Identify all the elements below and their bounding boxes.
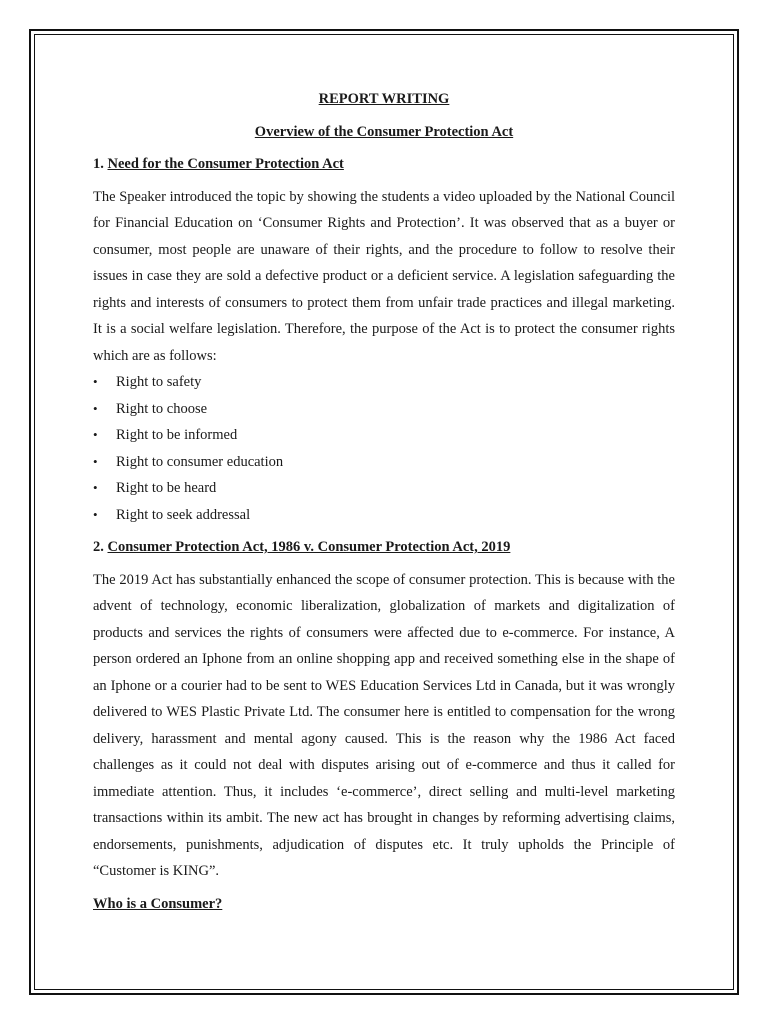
consumer-rights-list bbox=[93, 369, 675, 528]
list-item-text: Right to consumer education bbox=[116, 453, 284, 470]
list-item-text: Right to be heard bbox=[116, 480, 217, 496]
section-2-title: Consumer Protection Act, 1986 v. Consumer Protection Act, 2019 bbox=[107, 539, 511, 555]
section-2-heading bbox=[93, 534, 675, 561]
list-item bbox=[93, 369, 675, 396]
list-item bbox=[93, 422, 675, 449]
section-3-title: Who is a Consumer? bbox=[93, 895, 223, 912]
bullet-icon: • bbox=[93, 453, 98, 469]
bullet-icon: • bbox=[93, 480, 98, 495]
section-2-number: 2. bbox=[93, 539, 104, 555]
section-3-heading bbox=[93, 891, 675, 918]
bullet-icon: • bbox=[93, 506, 98, 522]
section-1-title: Need for the Consumer Protection Act bbox=[107, 156, 344, 172]
list-item bbox=[93, 396, 675, 423]
document-body bbox=[93, 86, 675, 923]
bullet-icon: • bbox=[93, 374, 98, 389]
list-item bbox=[93, 449, 675, 476]
bullet-icon: • bbox=[93, 427, 98, 442]
list-item-text: Right to be informed bbox=[116, 427, 238, 443]
list-item bbox=[93, 502, 675, 529]
document-subtitle: Overview of the Consumer Protection Act bbox=[254, 123, 514, 140]
document-title: REPORT WRITING bbox=[318, 91, 450, 107]
list-item-text: Right to safety bbox=[116, 374, 202, 390]
section-1-paragraph: The Speaker introduced the topic by showing the students a video uploaded by the National Council for Financial Education on ‘Consumer Rights and Protection’. It was observed that as a buyer or consumer, most people are unaware of their rights, and the procedure to follow to resolve their issues in case they are sold a defective product or a deficient service. A legislation safeguarding the rights and interests of consumers to protect them from unfair trade practices and illegal marketing. It is a social welfare legislation. Therefore, the purpose of the Act is to protect the consumer rights which are as follows: bbox=[93, 188, 675, 364]
list-item bbox=[93, 475, 675, 502]
list-item-text: Right to choose bbox=[116, 400, 208, 417]
list-item-text: Right to seek addressal bbox=[116, 506, 251, 523]
bullet-icon: • bbox=[93, 400, 98, 416]
section-1-number: 1. bbox=[93, 156, 104, 172]
section-2-paragraph: The 2019 Act has substantially enhanced the scope of consumer protection. This is because with the advent of technology, economic liberalization, globalization of markets and digitalization of products and services the rights of consumers were affected due to e-commerce. For instance, A person ordered an Iphone from an online shopping app and received something else in the shape of an Iphone or a courier had to be sent to WES Education Services Ltd in Canada, but it was wrongly delivered to WES Plastic Private Ltd. The consumer here is entitled to compensation for the wrong delivery, harassment and mental agony caused. This is the reason why the 1986 Act faced challenges as it could not deal with disputes arising out of e-commerce and thus it called for immediate attention. Thus, it includes ‘e-commerce’, direct selling and multi-level marketing transactions within its ambit. The new act has brought in changes by reforming advertising claims, endorsements, punishments, adjudication of disputes etc. It truly upholds the Principle of “Customer is KING”. bbox=[93, 571, 675, 879]
section-1-heading bbox=[93, 151, 675, 178]
